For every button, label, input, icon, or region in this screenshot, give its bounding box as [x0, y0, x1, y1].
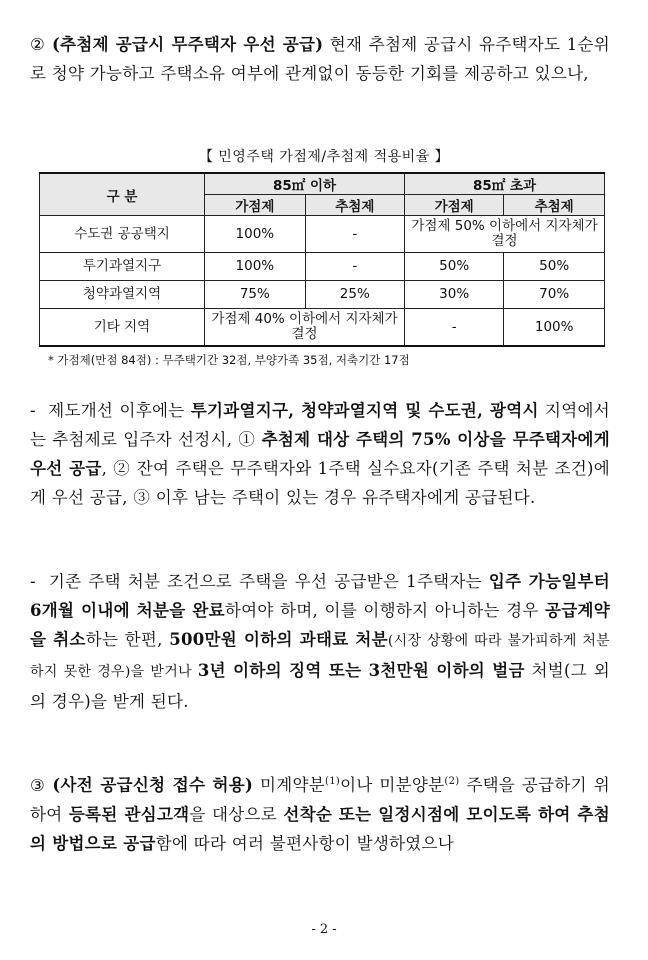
paragraph-disposal [30, 567, 610, 716]
cell: 100% [504, 309, 605, 347]
table-row [40, 253, 605, 281]
text-run: 함에 따라 여러 불편사항이 발생하였으나 [155, 833, 455, 853]
cell: 100% [205, 216, 306, 253]
dash-marker: - [30, 572, 36, 591]
bold-run: 공급계약을 취소 [30, 601, 610, 649]
bold-run: 입주 가능일부터 6개월 이내에 처분을 완료 [30, 572, 610, 620]
cell: 50% [504, 253, 605, 281]
dash-marker: - [30, 401, 36, 420]
sub-header: 추첨제 [305, 195, 404, 216]
header-group-85-over: 85㎡ 초과 [404, 173, 604, 195]
header-group-85-under: 85㎡ 이하 [205, 173, 405, 195]
bold-run: 선착순 또는 일정시점에 모이도록 하여 추첨의 방법으로 공급 [30, 804, 610, 853]
bold-run: 추첨제 대상 주택의 75% 이상을 무주택자에게 우선 공급 [30, 430, 610, 478]
table-row [40, 309, 605, 347]
bold-run: 투기과열지구, 청약과열지역 및 수도권, 광역시 [190, 401, 539, 420]
paragraph-pre-application [30, 767, 610, 858]
row-label: 투기과열지구 [40, 253, 205, 281]
table-row [40, 216, 605, 253]
section-heading: (추첨제 공급시 무주택자 우선 공급) [52, 35, 324, 54]
text-run: 지역에서는 추첨제로 입주자 선정시, ① [30, 401, 610, 449]
table-footnote: * 가점제(만점 84점) : 무주택기간 32점, 부양가족 35점, 저축기간 17점 [48, 353, 410, 367]
text-run: , ② 잔여 주택은 무주택자와 1주택 실수요자(기존 주택 처분 조건)에게 우선 공급, ③ 이후 남는 주택이 있는 경우 유주택자에게 공급된다. [30, 459, 610, 507]
sub-header: 가점제 [404, 195, 503, 216]
text-run: 하는 한편, [85, 630, 170, 649]
text-run: 하여야 하며, 이를 이행하지 아니하는 경우 [224, 601, 546, 620]
table-row [40, 281, 605, 309]
ratio-table [39, 172, 605, 347]
row-label: 기타 지역 [40, 309, 205, 347]
sub-header: 추첨제 [504, 195, 605, 216]
text-run: 미계약분 [253, 775, 325, 795]
cell: 50% [404, 253, 503, 281]
header-category: 구 분 [40, 173, 205, 216]
text-run: 기존 주택 처분 조건으로 주택을 우선 공급받은 1주택자는 [41, 572, 489, 591]
text-run: 주택을 공급하기 위하여 [30, 775, 610, 824]
paragraph-improvement [30, 396, 610, 512]
text-run: 제도개선 이후에는 [41, 401, 191, 420]
bold-run: 3년 이하의 징역 또는 3천만원 이하의 벌금 [197, 661, 525, 680]
cell: - [305, 216, 404, 253]
bold-run: 500만원 이하의 과태료 처분 [169, 630, 388, 649]
circled-number-3: ③ [30, 775, 47, 795]
superscript: (1) [325, 776, 341, 787]
text-run: 을 대상으로 [189, 804, 284, 824]
merged-cell: 가점제 50% 이하에서 지자체가 결정 [404, 216, 604, 253]
section-heading: (사전 공급신청 접수 허용) [52, 775, 254, 795]
paragraph-text: 현재 추첨제 공급시 유주택자도 1순위로 청약 가능하고 주택소유 여부에 관계없이 동등한 기회를 제공하고 있으나, [30, 35, 610, 83]
table-caption: 【 민영주택 가점제/추첨제 적용비율 】 [198, 149, 450, 165]
sub-header: 가점제 [205, 195, 306, 216]
text-run: 이나 미분양분 [340, 775, 445, 795]
text-run: 처벌(그 외의 경우)을 받게 된다. [30, 661, 610, 711]
row-label: 수도권 공공택지 [40, 216, 205, 253]
bold-run: 등록된 관심고객 [68, 804, 190, 824]
cell: 30% [404, 281, 503, 309]
cell: - [305, 253, 404, 281]
cell: 75% [205, 281, 306, 309]
cell: 100% [205, 253, 306, 281]
circled-number-2: ② [30, 35, 46, 54]
paragraph-lottery-supply [30, 30, 610, 88]
cell: 70% [504, 281, 605, 309]
cell: - [404, 309, 503, 347]
merged-cell: 가점제 40% 이하에서 지자체가 결정 [205, 309, 405, 347]
page-number: - 2 - [311, 922, 337, 937]
row-label: 청약과열지역 [40, 281, 205, 309]
cell: 25% [305, 281, 404, 309]
text-run: (시장 상황에 따라 불가피하게 처분하지 못한 경우)을 받거나 [30, 633, 610, 680]
superscript: (2) [444, 776, 460, 787]
